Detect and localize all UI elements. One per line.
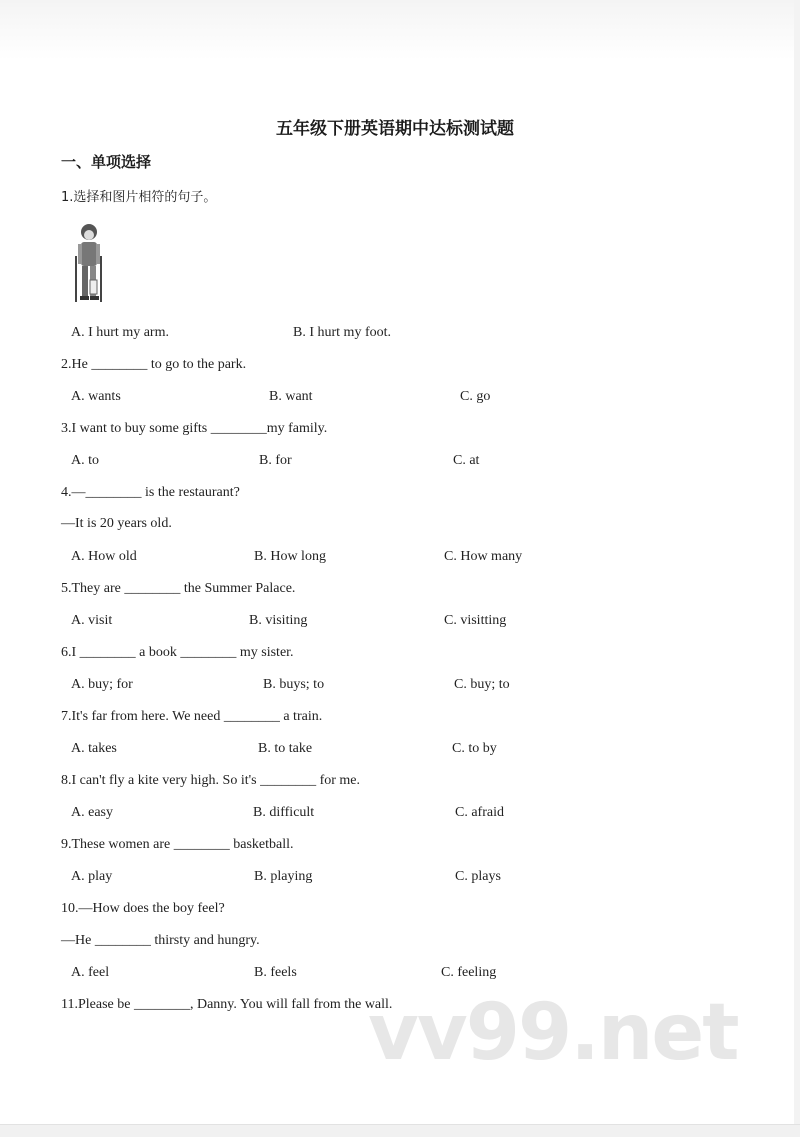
question-5-stem: 5.They are ________ the Summer Palace.: [61, 581, 296, 596]
question-1-stem: 1.选择和图片相符的句子。: [61, 190, 217, 205]
document-title: 五年级下册英语期中达标测试题: [276, 119, 514, 139]
q9-option-c: C. plays: [455, 869, 501, 884]
q4-option-c: C. How many: [444, 549, 523, 564]
page-top-shadow: [0, 0, 800, 60]
q1-option-a: A. I hurt my arm.: [71, 325, 169, 340]
q7-option-c: C. to by: [452, 741, 497, 756]
section-heading: 一、单项选择: [61, 153, 152, 171]
injured-boy-illustration: [68, 222, 108, 304]
q8-option-c: C. afraid: [455, 805, 504, 820]
site-watermark: vv99.net: [368, 988, 738, 1078]
q9-option-a: A. play: [71, 869, 113, 884]
q7-option-b: B. to take: [258, 741, 313, 756]
q6-option-a: A. buy; for: [71, 677, 133, 692]
q4-option-b: B. How long: [254, 549, 326, 564]
question-10-stem: 10.—How does the boy feel?: [61, 901, 225, 916]
q3-option-a: A. to: [71, 453, 99, 468]
q5-option-a: A. visit: [71, 613, 113, 628]
q1-option-b: B. I hurt my foot.: [293, 325, 391, 340]
page-edge: [794, 0, 800, 1137]
q7-option-a: A. takes: [71, 741, 117, 756]
question-9-stem: 9.These women are ________ basketball.: [61, 837, 294, 852]
question-10-reply: —He ________ thirsty and hungry.: [61, 933, 260, 948]
q4-option-a: A. How old: [71, 549, 137, 564]
question-3-stem: 3.I want to buy some gifts ________my family.: [61, 421, 328, 436]
question-4-reply: —It is 20 years old.: [61, 516, 172, 531]
q3-option-c: C. at: [453, 453, 480, 468]
q8-option-a: A. easy: [71, 805, 113, 820]
q9-option-b: B. playing: [254, 869, 313, 884]
q2-option-c: C. go: [460, 389, 491, 404]
q10-option-c: C. feeling: [441, 965, 497, 980]
q6-option-b: B. buys; to: [263, 677, 325, 692]
question-2-stem: 2.He ________ to go to the park.: [61, 357, 247, 372]
q5-option-c: C. visitting: [444, 613, 507, 628]
q6-option-c: C. buy; to: [454, 677, 510, 692]
question-4-stem: 4.—________ is the restaurant?: [61, 485, 240, 500]
question-11-stem: 11.Please be ________, Danny. You will fall from the wall.: [61, 997, 393, 1012]
q8-option-b: B. difficult: [253, 805, 315, 820]
q2-option-b: B. want: [269, 389, 313, 404]
q10-option-b: B. feels: [254, 965, 297, 980]
q5-option-b: B. visiting: [249, 613, 308, 628]
q3-option-b: B. for: [259, 453, 292, 468]
question-7-stem: 7.It's far from here. We need ________ a train.: [61, 709, 323, 724]
q2-option-a: A. wants: [71, 389, 121, 404]
q10-option-a: A. feel: [71, 965, 110, 980]
question-6-stem: 6.I ________ a book ________ my sister.: [61, 645, 294, 660]
page-bottom-bar: [0, 1124, 800, 1137]
question-8-stem: 8.I can't fly a kite very high. So it's ________ for me.: [61, 773, 360, 788]
